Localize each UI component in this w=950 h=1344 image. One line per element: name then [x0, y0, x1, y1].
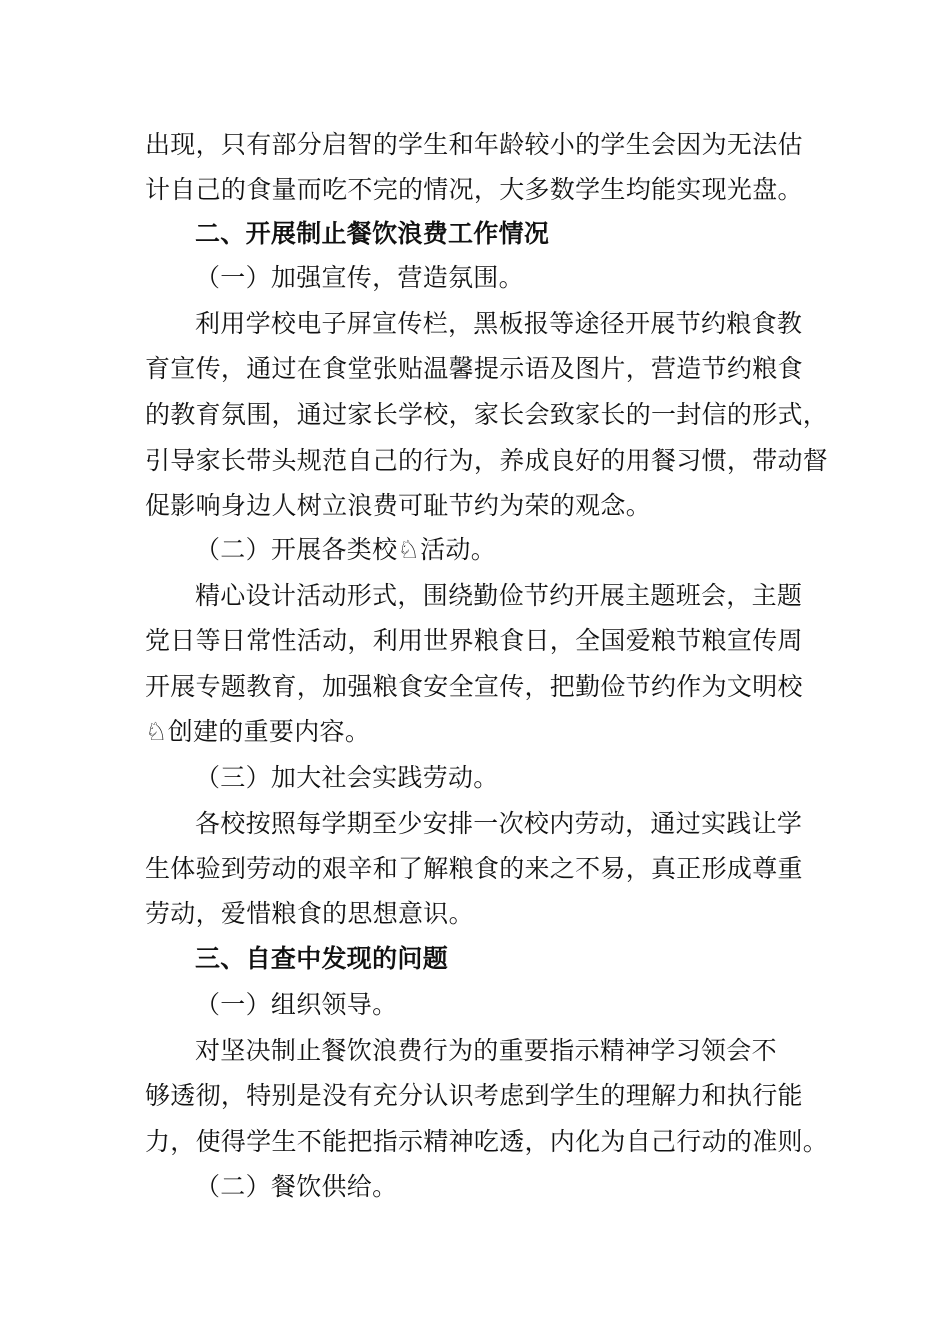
paragraph-line: 促影响身边人树立浪费可耻节约为荣的观念。	[145, 491, 652, 520]
paragraph-line: 育宣传，通过在食堂张贴温馨提示语及图片，营造节约粮食	[145, 354, 803, 383]
paragraph-line: 力，使得学生不能把指示精神吃透，内化为自己行动的准则。	[145, 1127, 829, 1156]
section-heading: 三、自查中发现的问题	[195, 944, 449, 973]
paragraph-line: 够透彻，特别是没有充分认识考虑到学生的理解力和执行能	[145, 1081, 803, 1110]
subsection-heading: （一）加强宣传，营造氛围。	[195, 263, 524, 292]
paragraph-line: 精心设计活动形式，围绕勤俭节约开展主题班会，主题	[195, 581, 803, 610]
paragraph-line: 引导家长带头规范自己的行为，养成良好的用餐习惯，带动督	[145, 446, 829, 475]
paragraph-line: 利用学校电子屏宣传栏，黑板报等途径开展节约粮食教	[195, 309, 803, 338]
paragraph-line: 对坚决制止餐饮浪费行为的重要指示精神学习领会不	[195, 1036, 777, 1065]
paragraph-line: 开展专题教育，加强粮食安全宣传，把勤俭节约作为文明校	[145, 672, 803, 701]
paragraph-line: 生体验到劳动的艰辛和了解粮食的来之不易，真正形成尊重	[145, 854, 803, 883]
subsection-heading: （三）加大社会实践劳动。	[195, 763, 499, 792]
paragraph-line: 党日等日常性活动，利用世界粮食日，全国爱粮节粮宣传周	[145, 626, 803, 655]
section-heading: 二、开展制止餐饮浪费工作情况	[195, 219, 550, 248]
paragraph-line: 的教育氛围，通过家长学校，家长会致家长的一封信的形式，	[145, 400, 829, 429]
paragraph-line: 计自己的食量而吃不完的情况，大多数学生均能实现光盘。	[145, 175, 803, 204]
paragraph-line: 出现，只有部分启智的学生和年龄较小的学生会因为无法估	[145, 130, 803, 159]
subsection-heading: （二）开展各类校♘活动。	[195, 535, 497, 564]
paragraph-line: 劳动，爱惜粮食的思想意识。	[145, 899, 474, 928]
subsection-heading: （二）餐饮供给。	[195, 1172, 398, 1201]
subsection-heading: （一）组织领导。	[195, 990, 398, 1019]
paragraph-line: 各校按照每学期至少安排一次校内劳动，通过实践让学	[195, 809, 803, 838]
paragraph-line: ♘创建的重要内容。	[145, 717, 371, 746]
